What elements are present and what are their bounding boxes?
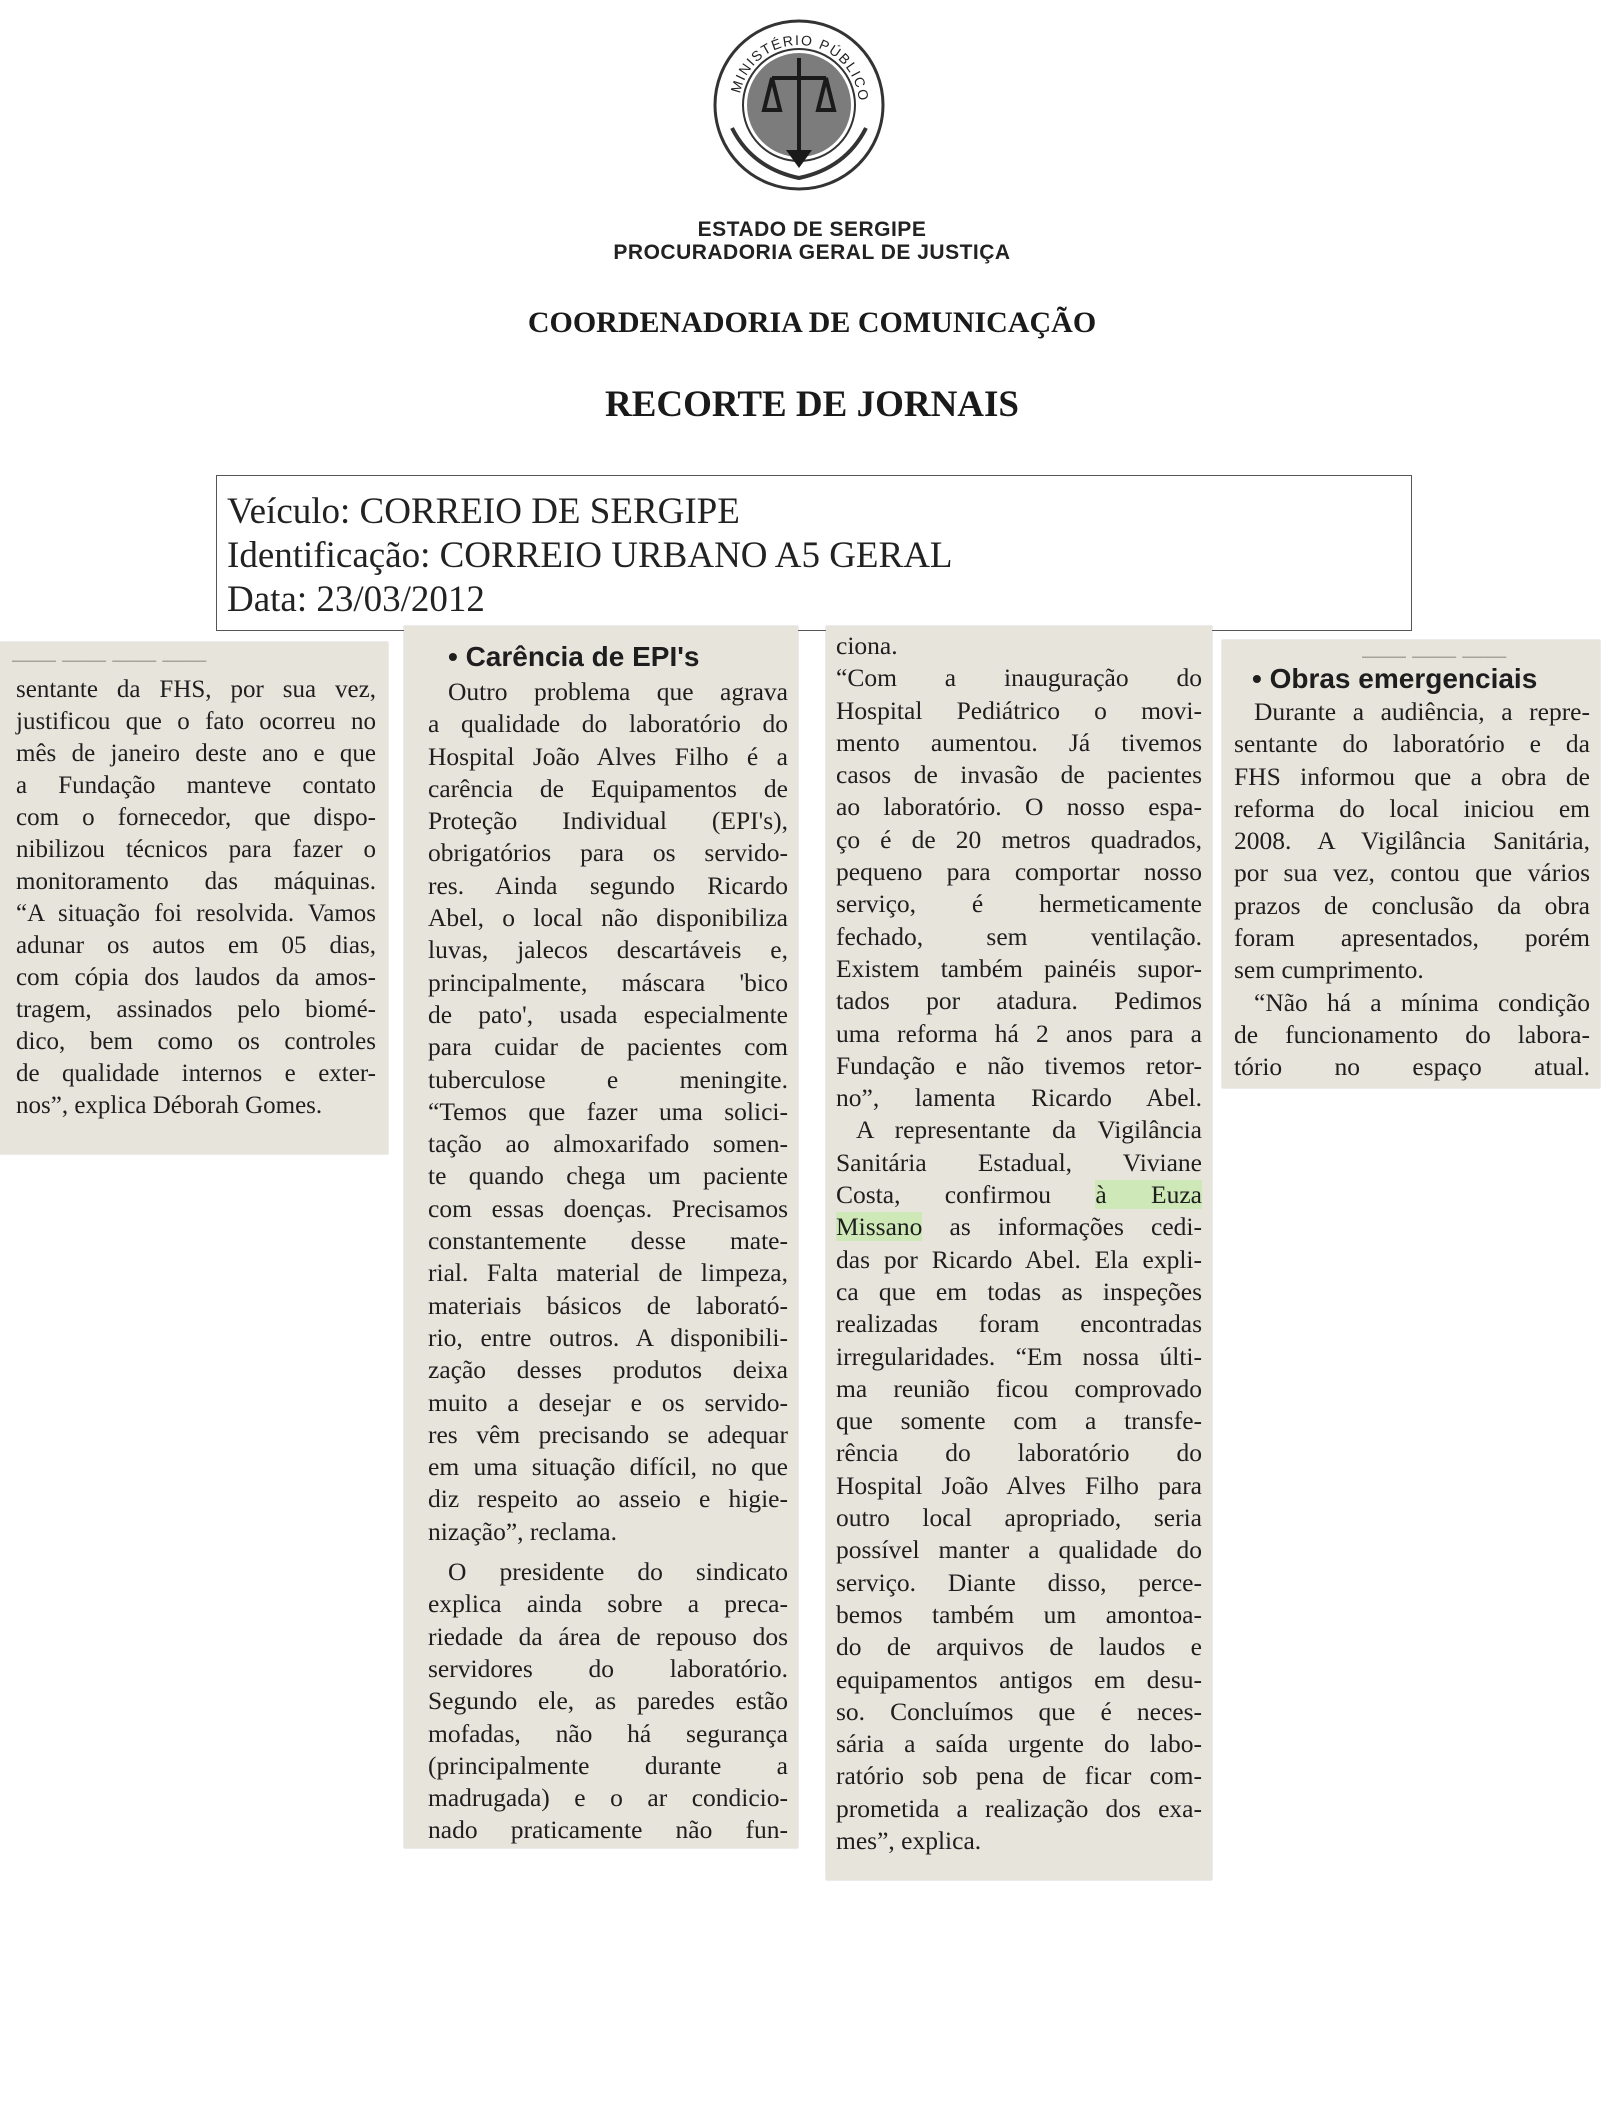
text-line: nibilizou técnicos para fazer o bbox=[16, 836, 376, 863]
column-2-paragraph-1 bbox=[428, 676, 788, 1548]
text-line: nização”, reclama. bbox=[428, 1516, 617, 1546]
text-line: tuberculose e meningite. bbox=[428, 1064, 788, 1094]
text-line: mês de janeiro deste ano e que bbox=[16, 740, 376, 767]
text-line: Durante a audiência, a repre- bbox=[1254, 697, 1590, 726]
clipping-column-4: —— —— —— • Obras emergenciais Durante a audiência, a repre- sentante do laboratório e da FHS informou que a obra de reforma do local iniciou em 2008. A Vigilância Sanitária, por sua vez, contou que vários prazos de conclusão da obra foram apresentados, porém sem cumprimento. “Não há a mínima condição de funcionamento do labora- tório no espaço atual. bbox=[1222, 640, 1600, 1088]
text-line: principalmente, máscara 'bico bbox=[428, 967, 788, 997]
identification-line: Identificação: CORREIO URBANO A5 GERAL bbox=[227, 535, 953, 576]
text-line: a Fundação manteve contato bbox=[16, 772, 376, 799]
text-line: FHS informou que a obra de bbox=[1234, 761, 1590, 791]
text-line: foram apresentados, porém bbox=[1234, 923, 1590, 953]
text-line bbox=[836, 1179, 1202, 1211]
column-4-paragraph-2 bbox=[1234, 987, 1590, 1084]
text-line: Hospital João Alves Filho é a bbox=[428, 741, 788, 771]
text-line: servidores do laboratório. bbox=[428, 1653, 788, 1683]
text-line bbox=[836, 1211, 1202, 1243]
column-3-paragraph-1 bbox=[836, 630, 1202, 1114]
date-line: Data: 23/03/2012 bbox=[227, 579, 485, 620]
text-fragment: as informações cedi- bbox=[949, 1212, 1202, 1242]
clipping-column-2 bbox=[404, 626, 798, 1848]
text-line: dico, bem como os controles bbox=[16, 1028, 376, 1055]
text-line: mento aumentou. Já tivemos bbox=[836, 727, 1202, 757]
clipping-info-box bbox=[216, 475, 1412, 631]
text-line: equipamentos antigos em desu- bbox=[836, 1664, 1202, 1694]
column-3-paragraph-2 bbox=[836, 1114, 1202, 1857]
text-line: explica ainda sobre a preca- bbox=[428, 1589, 788, 1619]
text-line: uma reforma há 2 anos para a bbox=[836, 1018, 1202, 1048]
text-line: sem cumprimento. bbox=[1234, 955, 1424, 985]
text-line: Sanitária Estadual, Viviane bbox=[836, 1147, 1202, 1177]
text-line: com cópia dos laudos da amos- bbox=[16, 964, 376, 991]
text-line: tados por atadura. Pedimos bbox=[836, 986, 1202, 1016]
page-title: RECORTE DE JORNAIS bbox=[605, 384, 1019, 425]
text-line: ço é de 20 metros quadrados, bbox=[836, 824, 1202, 854]
text-line: adunar os autos em 05 dias, bbox=[16, 932, 376, 959]
ministerio-publico-seal bbox=[712, 18, 886, 192]
text-line: das por Ricardo Abel. Ela expli- bbox=[836, 1244, 1202, 1274]
text-line: mofadas, não há segurança bbox=[428, 1718, 788, 1748]
column-1-text bbox=[16, 674, 376, 1122]
text-line: prazos de conclusão da obra bbox=[1234, 890, 1590, 920]
highlighted-text: à Euza bbox=[1095, 1180, 1202, 1210]
text-line: materiais básicos de laborató- bbox=[428, 1290, 788, 1320]
text-fragment: Costa, confirmou bbox=[836, 1180, 1052, 1210]
text-line: (principalmente durante a bbox=[428, 1750, 788, 1780]
text-line: ao laboratório. O nosso espa- bbox=[836, 792, 1202, 822]
text-line: “A situação foi resolvida. Vamos bbox=[16, 900, 376, 927]
text-line: rência do laboratório do bbox=[836, 1438, 1202, 1468]
state-name: ESTADO DE SERGIPE bbox=[697, 218, 927, 241]
column-4-paragraph-1 bbox=[1234, 696, 1590, 987]
text-line: sária a saída urgente do labo- bbox=[836, 1729, 1202, 1759]
text-line: com essas doenças. Precisamos bbox=[428, 1193, 788, 1223]
column-3-paragraph-2-rest bbox=[836, 1244, 1202, 1858]
text-line: Hospital Pediátrico o movi- bbox=[836, 695, 1202, 725]
text-line: justificou que o fato ocorreu no bbox=[16, 708, 376, 735]
text-line: “Temos que fazer uma solici- bbox=[428, 1096, 788, 1126]
text-line: em uma situação difícil, no que bbox=[428, 1452, 788, 1482]
text-line: rio, entre outros. A disponibili- bbox=[428, 1322, 788, 1352]
text-line: bemos também um amontoa- bbox=[836, 1599, 1202, 1629]
text-line: diz respeito ao asseio e higie- bbox=[428, 1484, 788, 1514]
text-line: no”, lamenta Ricardo Abel. bbox=[836, 1083, 1202, 1113]
column-2-paragraph-2 bbox=[428, 1556, 788, 1847]
vehicle-line: Veículo: CORREIO DE SERGIPE bbox=[227, 491, 740, 532]
text-line: fechado, sem ventilação. bbox=[836, 921, 1202, 951]
text-line: de funcionamento do labora- bbox=[1234, 1019, 1590, 1049]
text-line: ma reunião ficou comprovado bbox=[836, 1373, 1202, 1403]
text-line: para cuidar de pacientes com bbox=[428, 1032, 788, 1062]
text-line: Abel, o local não disponibiliza bbox=[428, 903, 788, 933]
agency-name: PROCURADORIA GERAL DE JUSTIÇA bbox=[613, 241, 1011, 264]
heading-obras-emergenciais: • Obras emergenciais bbox=[1252, 663, 1538, 694]
text-line: nos”, explica Déborah Gomes. bbox=[16, 1092, 323, 1119]
text-line: monitoramento das máquinas. bbox=[16, 868, 376, 895]
text-line: Proteção Individual (EPI's), bbox=[428, 806, 788, 836]
text-line: serviço. Diante disso, perce- bbox=[836, 1567, 1202, 1597]
text-line: outro local apropriado, seria bbox=[836, 1503, 1202, 1533]
text-line: ca que em todas as inspeções bbox=[836, 1276, 1202, 1306]
text-line: de pato', usada especialmente bbox=[428, 999, 788, 1029]
text-line: O presidente do sindicato bbox=[448, 1557, 788, 1587]
heading-carencia-epis: • Carência de EPI's bbox=[448, 641, 700, 672]
text-line: carência de Equipamentos de bbox=[428, 773, 788, 803]
text-line: possível manter a qualidade do bbox=[836, 1535, 1202, 1565]
text-line: ciona. bbox=[836, 631, 898, 660]
text-line: Fundação e não tivemos retor- bbox=[836, 1050, 1202, 1080]
text-line: serviço, é hermeticamente bbox=[836, 889, 1202, 919]
text-line: riedade da área de repouso dos bbox=[428, 1621, 788, 1651]
text-line: irregularidades. “Em nossa últi- bbox=[836, 1341, 1202, 1371]
text-line: “Com a inauguração do bbox=[836, 663, 1202, 693]
text-line: tório no espaço atual. bbox=[1234, 1052, 1590, 1082]
clipping-column-3 bbox=[826, 626, 1212, 1880]
text-line: nado praticamente não fun- bbox=[428, 1815, 788, 1845]
text-line: sentante do laboratório e da bbox=[1234, 729, 1590, 759]
text-line: Existem também painéis supor- bbox=[836, 953, 1202, 983]
text-line: te quando chega um paciente bbox=[428, 1161, 788, 1191]
text-line: realizadas foram encontradas bbox=[836, 1309, 1202, 1339]
text-line: zação desses produtos deixa bbox=[428, 1355, 788, 1385]
text-line: Segundo ele, as paredes estão bbox=[428, 1686, 788, 1716]
text-line: constantemente desse mate- bbox=[428, 1226, 788, 1256]
text-line: tação ao almoxarifado somen- bbox=[428, 1129, 788, 1159]
text-line: 2008. A Vigilância Sanitária, bbox=[1234, 826, 1590, 856]
text-line: obrigatórios para os servido- bbox=[428, 838, 788, 868]
text-line: pequeno para comportar nosso bbox=[836, 857, 1202, 887]
text-line: ratório sob pena de ficar com- bbox=[836, 1761, 1202, 1791]
text-line: casos de invasão de pacientes bbox=[836, 760, 1202, 790]
clipping-column-1: —— —— —— —— sentante da FHS, por sua vez, justificou que o fato ocorreu no mês de janeiro deste ano e que a Fundação manteve contato com o fornecedor, que dispo- nibilizou técnicos para fazer o monitoramento das máquinas. “A situação foi resolvida. Vamos adunar os autos em 05 dias, com cópia dos laudos da amos- tragem, assinados pelo biomé- dico, bem como os controles de qualidade internos e exter- nos”, explica Déborah Gomes. bbox=[0, 642, 388, 1154]
text-line: com o fornecedor, que dispo- bbox=[16, 804, 376, 831]
text-line: tragem, assinados pelo biomé- bbox=[16, 996, 376, 1023]
text-line: sentante da FHS, por sua vez, bbox=[16, 676, 376, 703]
text-line: res vêm precisando se adequar bbox=[428, 1419, 788, 1449]
text-line: prometida a realização dos exa- bbox=[836, 1793, 1202, 1823]
text-line: mes”, explica. bbox=[836, 1825, 982, 1855]
text-line: luvas, jalecos descartáveis e, bbox=[428, 935, 788, 965]
department-name: COORDENADORIA DE COMUNICAÇÃO bbox=[527, 306, 1097, 339]
text-line: “Não há a mínima condição bbox=[1254, 987, 1590, 1017]
text-line: rial. Falta material de limpeza, bbox=[428, 1258, 788, 1288]
text-line: Hospital João Alves Filho para bbox=[836, 1470, 1202, 1500]
text-line: reforma do local iniciou em bbox=[1234, 793, 1590, 823]
text-line: madrugada) e o ar condicio- bbox=[428, 1783, 788, 1813]
text-line: A representante da Vigilância bbox=[856, 1115, 1202, 1145]
text-line: do de arquivos de laudos e bbox=[836, 1632, 1202, 1662]
highlighted-text: Missano bbox=[836, 1212, 923, 1242]
text-line: Outro problema que agrava bbox=[448, 677, 788, 706]
text-line: que somente com a transfe- bbox=[836, 1406, 1202, 1436]
text-line: so. Concluímos que é neces- bbox=[836, 1696, 1202, 1726]
text-line: de qualidade internos e exter- bbox=[16, 1060, 376, 1087]
text-line: a qualidade do laboratório do bbox=[428, 709, 788, 739]
svg-text:MINISTÉRIO PÚBLICO: MINISTÉRIO PÚBLICO bbox=[727, 31, 873, 103]
text-line: res. Ainda segundo Ricardo bbox=[428, 870, 788, 900]
text-line: muito a desejar e os servido- bbox=[428, 1387, 788, 1417]
text-line: por sua vez, contou que vários bbox=[1234, 858, 1590, 888]
